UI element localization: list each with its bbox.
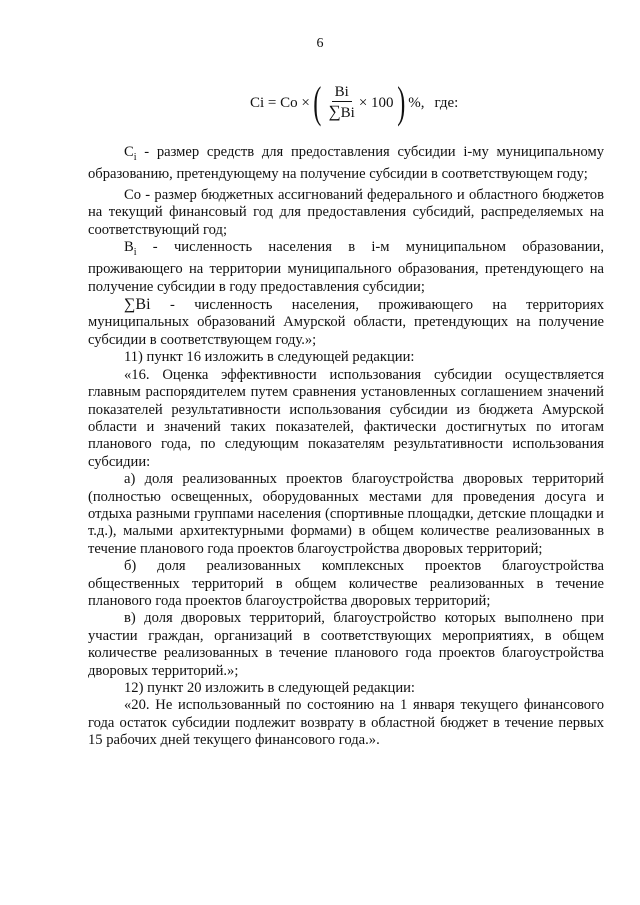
paragraph-item-11: 11) пункт 16 изложить в следующей редакции: xyxy=(124,349,415,366)
definition-text: - численность населения в i-м муниципальном образовании, проживающего на территории муниципального образования, претендующего на получение субсидии в году предоставления субсидии; xyxy=(88,238,604,295)
paragraph-indicator-b: б) доля реализованных комплексных проектов благоустройства общественных территорий в общем количестве реализованных в течение планового года проектов благоустройства дворовых территорий; xyxy=(88,558,604,609)
definition-symbol: Со xyxy=(124,186,142,203)
document-body xyxy=(88,144,604,750)
page-number: 6 xyxy=(316,36,324,51)
formula-fraction xyxy=(326,84,358,122)
formula-tail: где: xyxy=(434,94,459,111)
formula-percent: %, xyxy=(408,94,425,111)
definition-subscript: i xyxy=(133,246,137,258)
definition-text: - численность населения, проживающего на территориях муниципальных образований Амурской области, претендующих на получение субсидии в соответствующем году.»; xyxy=(88,297,604,348)
paragraph-item-12: 12) пункт 20 изложить в следующей редакции: xyxy=(124,680,415,696)
sigma-symbol: ∑ xyxy=(328,102,341,122)
paragraph-indicator-v: в) доля дворовых территорий, благоустройство которых выполнено при участии граждан, организаций в соответствующих мероприятиях, в общем количестве реализованных в течение планового года проектов благоустройства дворовых территорий.»; xyxy=(88,610,604,679)
formula-left-paren: ( xyxy=(313,78,322,127)
definition-subscript: i xyxy=(133,151,137,163)
definition-bi xyxy=(88,239,604,296)
paragraph-clause-16: «16. Оценка эффективности использования субсидии осуществляется главным распорядителем путем сравнения установленных соглашением значений показателей результативности использования субсидии из бюджета Амурской области и значений таких показателей, фактически достигнутых по итогам планового года, по следующим показателям результативности использования субсидии: xyxy=(88,366,604,470)
definition-symbol: ∑Bi xyxy=(124,296,151,314)
formula-numerator: Bi xyxy=(332,84,352,103)
formula-denominator-wrap xyxy=(326,102,358,122)
formula-denominator: Bi xyxy=(340,105,355,122)
definition-co xyxy=(88,187,604,239)
paragraph-indicator-a: а) доля реализованных проектов благоустройства дворовых территорий (полностью освещенных, оборудованных местами для проведения досуга и отдыха разными группами населения (спортивные площадки, детские площадки и т.д.), малыми архитектурными формами) в общем количестве реализованных в течение планового года проектов благоустройства дворовых территорий; xyxy=(88,471,604,557)
formula-lhs: Ci = Co × xyxy=(250,94,310,111)
definition-symbol: C xyxy=(124,144,134,160)
definition-text: - размер средств для предоставления субсидии i-му муниципальному образованию, претендующему на получение субсидии в соответствующем году; xyxy=(88,144,604,183)
formula-right-paren: ) xyxy=(396,78,405,127)
definition-text: - размер бюджетных ассигнований федерального и областного бюджетов на текущий финансовый год для предоставления субсидий, распределяемых на соответствующий год; xyxy=(88,186,604,238)
subsidy-formula xyxy=(250,78,458,128)
definition-sum-bi xyxy=(88,296,604,349)
paragraph-clause-20: «20. Не использованный по состоянию на 1 января текущего финансового года остаток субсидии подлежит возврату в областной бюджет в течение первых 15 рабочих дней текущего финансового года.». xyxy=(88,697,604,749)
definition-ci xyxy=(88,144,604,184)
formula-times: × 100 xyxy=(358,94,394,111)
definition-symbol: B xyxy=(124,238,134,255)
